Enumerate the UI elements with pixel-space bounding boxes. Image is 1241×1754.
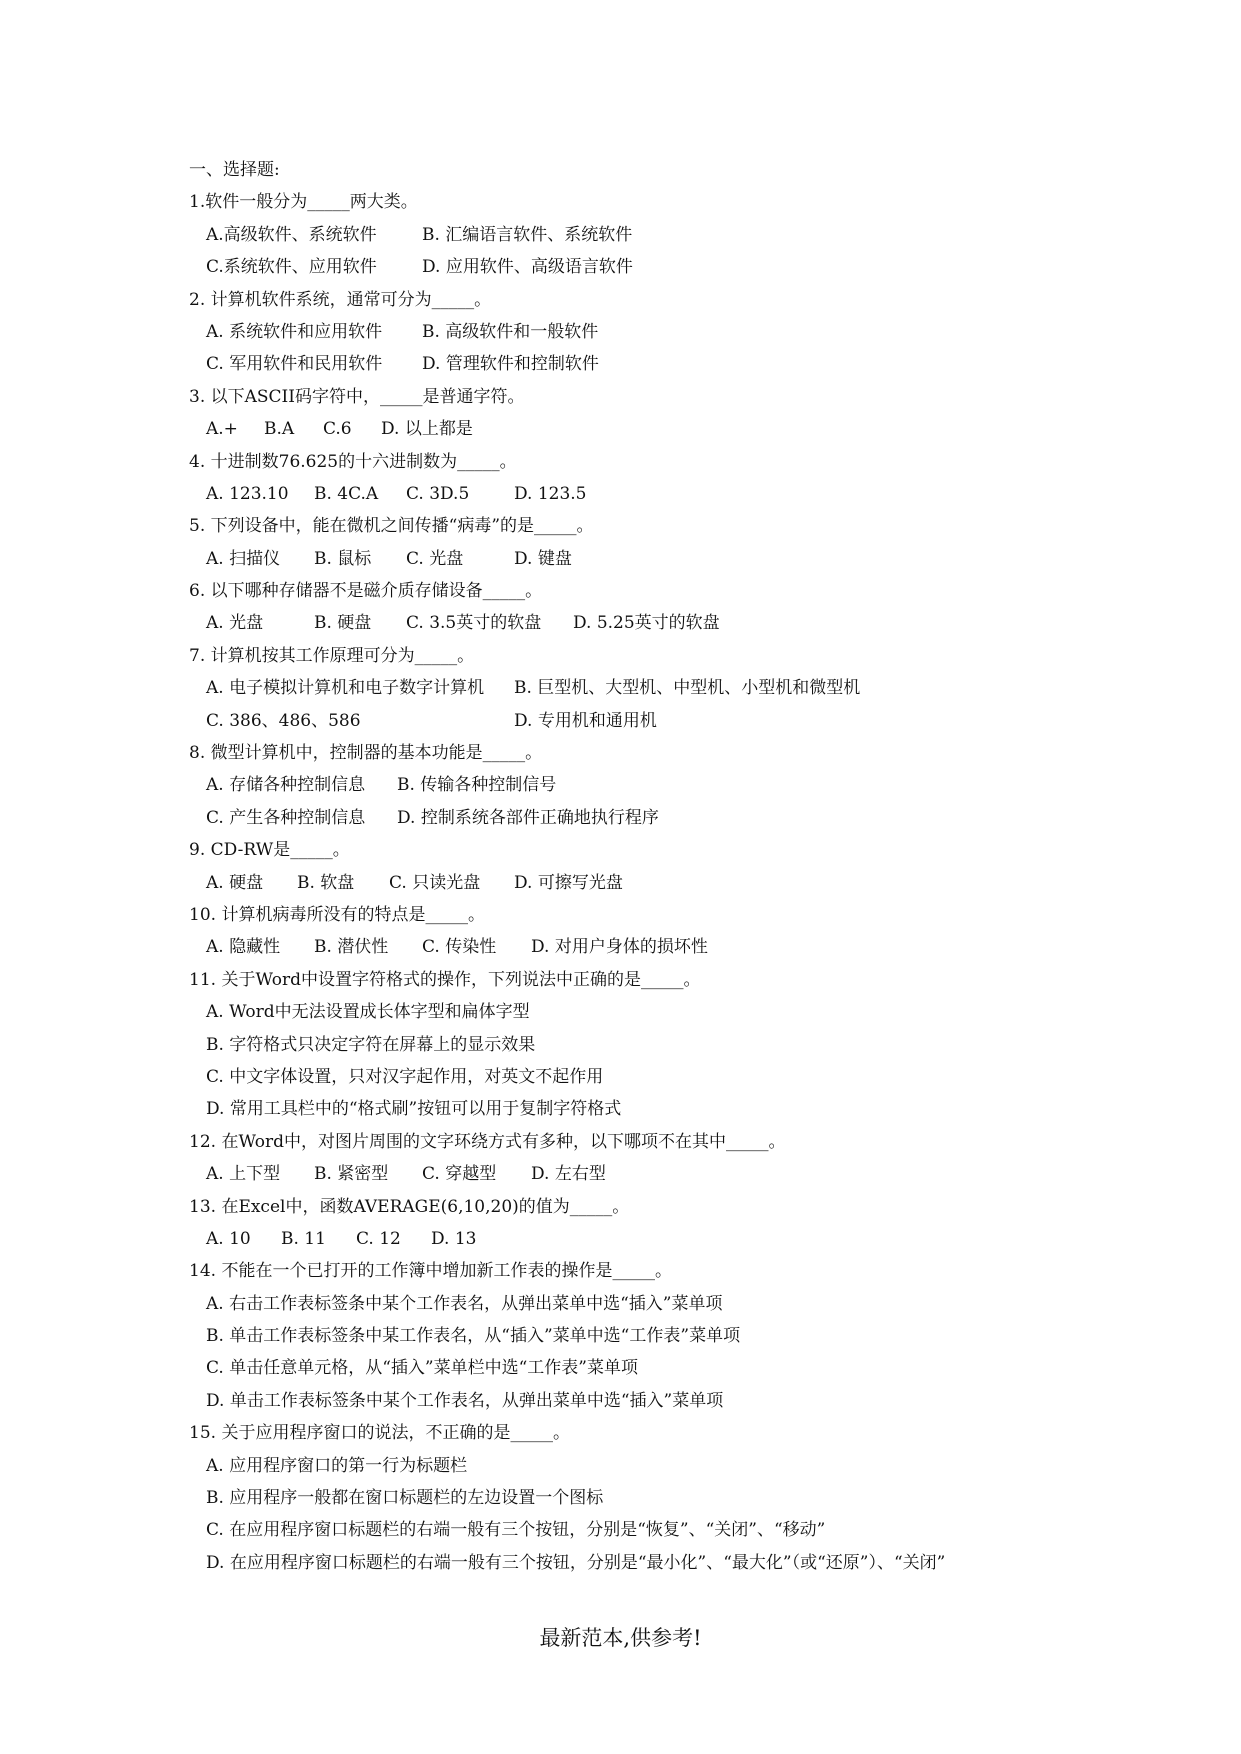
option-row (189, 1029, 1089, 1061)
answer-option: B. 巨型机、大型机、中型机、小型机和微型机 (514, 678, 861, 699)
question-stem: 4. 十进制数76.625的十六进制数为_____。 (189, 451, 517, 472)
answer-option: B. 汇编语言软件、系统软件 (422, 224, 633, 245)
answer-option: D. 应用软件、高级语言软件 (422, 257, 633, 278)
option-row (189, 996, 1089, 1028)
answer-option: C. 12 (356, 1228, 401, 1249)
option-row (189, 1320, 1089, 1352)
section-title: 一、选择题: (189, 160, 280, 180)
answer-option: D. 123.5 (514, 483, 587, 504)
answer-option: D. 控制系统各部件正确地执行程序 (397, 807, 659, 828)
answer-option: C. 军用软件和民用软件 (206, 354, 383, 375)
answer-option: C. 穿越型 (422, 1164, 497, 1185)
answer-option: B. 字符格式只决定字符在屏幕上的显示效果 (206, 1034, 536, 1055)
answer-option: D. 13 (431, 1228, 477, 1249)
option-row (189, 1223, 1089, 1255)
option-row (189, 478, 1089, 510)
option-row (189, 1482, 1089, 1514)
answer-option: C. 在应用程序窗口标题栏的右端一般有三个按钮，分别是“恢复”、“关闭”、“移动” (206, 1520, 826, 1541)
answer-option: D. 可擦写光盘 (514, 872, 623, 893)
answer-option: D. 5.25英寸的软盘 (573, 613, 720, 634)
option-row (189, 1450, 1089, 1482)
answer-option: C. 产生各种控制信息 (206, 807, 366, 828)
answer-option: A. 隐藏性 (206, 937, 281, 958)
answer-option: C. 中文字体设置，只对汉字起作用，对英文不起作用 (206, 1066, 604, 1087)
question-stem: 8. 微型计算机中，控制器的基本功能是_____。 (189, 743, 543, 764)
answer-option: A. 应用程序窗口的第一行为标题栏 (206, 1455, 468, 1476)
answer-option: A. 电子模拟计算机和电子数字计算机 (206, 678, 485, 699)
answer-option: C. 3D.5 (406, 483, 470, 504)
question-stem: 13. 在Excel中，函数AVERAGE(6,10,20)的值为_____。 (189, 1196, 630, 1217)
answer-option: C. 3.5英寸的软盘 (406, 613, 542, 634)
answer-option: C.系统软件、应用软件 (206, 257, 377, 278)
option-row (189, 705, 1089, 737)
answer-option: D. 单击工作表标签条中某个工作表名，从弹出菜单中选“插入”菜单项 (206, 1390, 724, 1411)
question-list (189, 154, 1089, 1579)
option-row (189, 1352, 1089, 1384)
answer-option: B.A (264, 419, 295, 440)
option-row (189, 251, 1089, 283)
question-stem: 5. 下列设备中，能在微机之间传播“病毒”的是_____。 (189, 516, 594, 537)
answer-option: B. 紧密型 (314, 1164, 389, 1185)
answer-option: A. 123.10 (206, 483, 289, 504)
answer-option: A. 光盘 (206, 613, 264, 634)
question-stem: 14. 不能在一个已打开的工作簿中增加新工作表的操作是_____。 (189, 1261, 672, 1282)
answer-option: B. 11 (281, 1228, 326, 1249)
question-stem: 1.软件一般分为_____两大类。 (189, 192, 418, 213)
answer-option: A. 硬盘 (206, 872, 264, 893)
option-row (189, 931, 1089, 963)
answer-option: A. 存储各种控制信息 (206, 775, 366, 796)
answer-option: D. 专用机和通用机 (514, 710, 657, 731)
question-stem: 2. 计算机软件系统，通常可分为_____。 (189, 289, 492, 310)
option-row (189, 1061, 1089, 1093)
answer-option: A. 上下型 (206, 1164, 281, 1185)
answer-option: C.6 (323, 419, 352, 440)
answer-option: C. 单击任意单元格，从“插入”菜单栏中选“工作表”菜单项 (206, 1358, 638, 1379)
answer-option: A. 10 (206, 1228, 251, 1249)
option-row (189, 348, 1089, 380)
answer-option: D. 左右型 (531, 1164, 606, 1185)
answer-option: B. 潜伏性 (314, 937, 389, 958)
option-row (189, 1288, 1089, 1320)
question-stem: 11. 关于Word中设置字符格式的操作，下列说法中正确的是_____。 (189, 969, 701, 990)
page-footer: 最新范本,供参考! (539, 1626, 702, 1650)
option-row (189, 1093, 1089, 1125)
option-row (189, 1514, 1089, 1546)
option-row (189, 413, 1089, 445)
option-row (189, 219, 1089, 251)
question-stem: 10. 计算机病毒所没有的特点是_____。 (189, 904, 485, 925)
answer-option: D. 常用工具栏中的“格式刷”按钮可以用于复制字符格式 (206, 1099, 622, 1120)
question-stem: 12. 在Word中，对图片周围的文字环绕方式有多种，以下哪项不在其中_____。 (189, 1131, 786, 1152)
answer-option: D. 对用户身体的损坏性 (531, 937, 708, 958)
answer-option: C. 传染性 (422, 937, 497, 958)
answer-option: A. Word中无法设置成长体字型和扁体字型 (206, 1002, 530, 1023)
option-row (189, 867, 1089, 899)
question-stem: 6. 以下哪种存储器不是磁介质存储设备_____。 (189, 581, 543, 602)
answer-option: B. 硬盘 (314, 613, 372, 634)
answer-option: A.高级软件、系统软件 (206, 224, 377, 245)
answer-option: B. 传输各种控制信号 (397, 775, 557, 796)
answer-option: D. 管理软件和控制软件 (422, 354, 599, 375)
answer-option: B. 单击工作表标签条中某工作表名，从“插入”菜单中选“工作表”菜单项 (206, 1326, 741, 1347)
answer-option: C. 只读光盘 (389, 872, 481, 893)
answer-option: D. 以上都是 (381, 419, 473, 440)
answer-option: C. 光盘 (406, 548, 464, 569)
answer-option: B. 高级软件和一般软件 (422, 321, 599, 342)
question-stem: 9. CD-RW是_____。 (189, 840, 350, 861)
answer-option: A. 系统软件和应用软件 (206, 321, 383, 342)
option-row (189, 316, 1089, 348)
answer-option: D. 在应用程序窗口标题栏的右端一般有三个按钮，分别是“最小化”、“最大化”（或“还原”）、“关闭” (206, 1552, 946, 1573)
answer-option: A.+ (206, 419, 238, 440)
option-row (189, 543, 1089, 575)
question-stem: 7. 计算机按其工作原理可分为_____。 (189, 645, 475, 666)
answer-option: A. 右击工作表标签条中某个工作表名，从弹出菜单中选“插入”菜单项 (206, 1293, 723, 1314)
answer-option: B. 鼠标 (314, 548, 372, 569)
answer-option: C. 386、486、586 (206, 710, 361, 731)
option-row (189, 1547, 1089, 1579)
question-stem: 15. 关于应用程序窗口的说法，不正确的是_____。 (189, 1423, 570, 1444)
option-row (189, 802, 1089, 834)
option-row (189, 1158, 1089, 1190)
answer-option: A. 扫描仪 (206, 548, 281, 569)
answer-option: D. 键盘 (514, 548, 572, 569)
answer-option: B. 软盘 (297, 872, 355, 893)
option-row (189, 1385, 1089, 1417)
answer-option: B. 应用程序一般都在窗口标题栏的左边设置一个图标 (206, 1488, 604, 1509)
answer-option: B. 4C.A (314, 483, 379, 504)
option-row (189, 607, 1089, 639)
option-row (189, 672, 1089, 704)
option-row (189, 769, 1089, 801)
question-stem: 3. 以下ASCII码字符中，_____是普通字符。 (189, 386, 525, 407)
